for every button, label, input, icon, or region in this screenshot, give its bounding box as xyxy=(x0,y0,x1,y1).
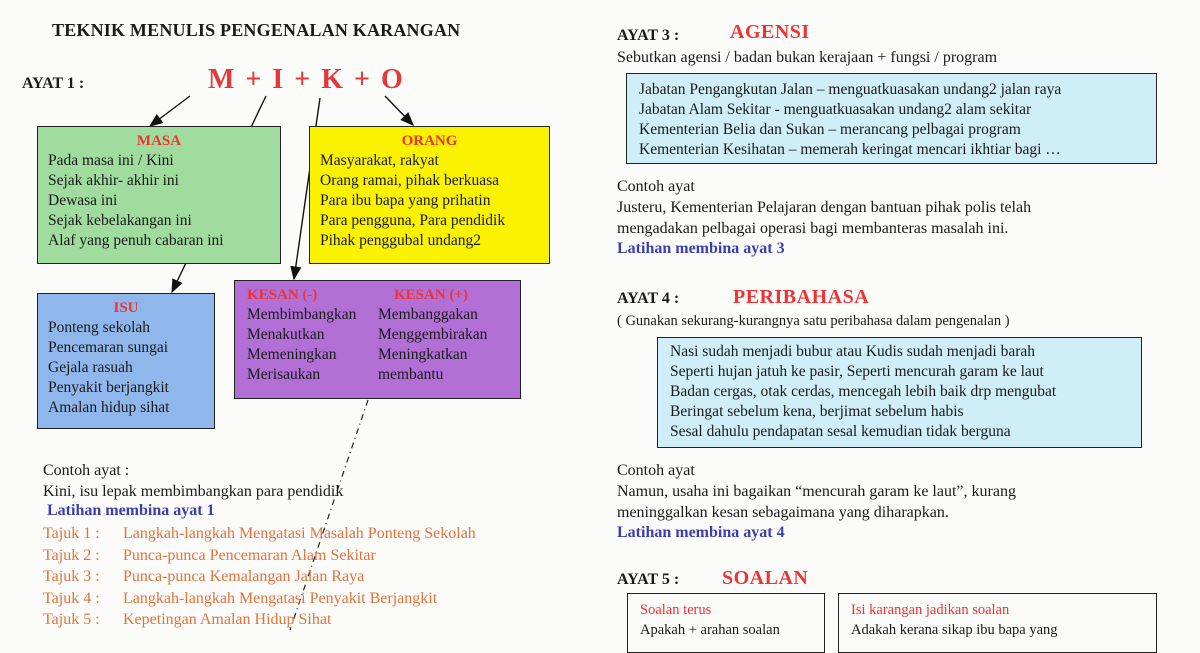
agensi-item: Jabatan Alam Sekitar - menguatkuasakan undang2 alam sekitar xyxy=(639,101,1032,118)
list-item xyxy=(43,588,476,610)
masa-item: Sejak kebelakangan ini xyxy=(48,212,192,229)
list-item xyxy=(43,566,476,588)
isu-item: Ponteng sekolah xyxy=(48,319,151,336)
tajuk-key: Tajuk 3 : xyxy=(43,568,100,585)
ayat3-latihan: Latihan membina ayat 3 xyxy=(617,240,785,257)
agensi-item: Jabatan Pengangkutan Jalan – menguatkuasakan undang2 jalan raya xyxy=(639,81,1062,98)
kesan-negative-column xyxy=(247,285,377,385)
tajuk-value: Punca-punca Kemalangan Jalan Raya xyxy=(123,568,365,585)
ayat4-heading: PERIBAHASA xyxy=(733,286,870,308)
tajuk-value: Langkah-langkah Mengatasi Penyakit Berjangkit xyxy=(123,589,438,607)
masa-item: Pada masa ini / Kini xyxy=(48,152,174,169)
orang-item: Orang ramai, pihak berkuasa xyxy=(320,172,500,189)
tajuk-value: Kepetingan Amalan Hidup Sihat xyxy=(123,611,332,628)
masa-item: Alaf yang penuh cabaran ini xyxy=(48,232,224,249)
tajuk-list xyxy=(43,523,476,631)
ayat3-contoh-line: mengadakan pelbagai operasi bagi membanteras masalah ini. xyxy=(617,220,1009,237)
orang-item: Masyarakat, rakyat xyxy=(320,152,439,169)
tajuk-value: Langkah-langkah Mengatasi Masalah Ponteng Sekolah xyxy=(123,525,476,542)
kesan-negative-heading: KESAN (-) xyxy=(247,287,318,303)
orang-box xyxy=(309,126,550,264)
list-item xyxy=(43,609,476,631)
soalan-isi-box xyxy=(838,593,1157,653)
ayat3-heading: AGENSI xyxy=(730,21,810,43)
kesan-box xyxy=(234,280,521,399)
ayat5-label: AYAT 5 : xyxy=(617,571,680,588)
soalan-terus-heading: Soalan terus xyxy=(640,602,712,618)
peribahasa-box xyxy=(657,337,1142,448)
orang-heading: ORANG xyxy=(401,133,458,149)
peribahasa-item: Beringat sebelum kena, berjimat sebelum habis xyxy=(670,403,964,420)
list-item xyxy=(43,523,476,545)
ayat3-subtitle: Sebutkan agensi / badan bukan kerajaan + fungsi / program xyxy=(617,49,998,66)
kesan-positive-item: membantu xyxy=(378,366,444,383)
peribahasa-item: Seperti hujan jatuh ke pasir, Seperti mencurah garam ke laut xyxy=(670,363,1044,380)
kesan-positive-item: Membanggakan xyxy=(378,306,478,323)
ayat4-latihan: Latihan membina ayat 4 xyxy=(617,524,785,541)
ayat1-label: AYAT 1 : xyxy=(22,75,85,92)
masa-item: Sejak akhir- akhir ini xyxy=(48,172,179,189)
orang-item: Pihak penggubal undang2 xyxy=(320,232,482,249)
page-title: TEKNIK MENULIS PENGENALAN KARANGAN xyxy=(52,20,461,40)
agensi-box xyxy=(626,73,1157,164)
kesan-negative-item: Membimbangkan xyxy=(247,306,357,323)
ayat3-label: AYAT 3 : xyxy=(617,27,680,44)
ayat3-contoh-line: Justeru, Kementerian Pelajaran dengan bantuan pihak polis telah xyxy=(617,199,1032,216)
ayat4-contoh-line: meninggalkan kesan sebagaimana yang diharapkan. xyxy=(617,504,949,521)
isu-item: Amalan hidup sihat xyxy=(48,399,170,416)
soalan-terus-line: Apakah + arahan soalan xyxy=(640,622,780,638)
isu-heading: ISU xyxy=(113,300,139,316)
soalan-terus-box xyxy=(627,593,825,653)
isu-item: Penyakit berjangkit xyxy=(48,379,169,396)
masa-item: Dewasa ini xyxy=(48,192,118,209)
peribahasa-item: Badan cergas, otak cerdas, mencegah lebih baik drp mengubat xyxy=(670,383,1057,400)
kesan-positive-item: Meningkatkan xyxy=(378,346,468,363)
kesan-positive-column xyxy=(378,285,508,385)
ayat4-contoh-label: Contoh ayat xyxy=(617,462,695,479)
ayat1-contoh-text: Kini, isu lepak membimbangkan para pendidik xyxy=(43,483,344,500)
miko-formula: M + I + K + O xyxy=(208,64,405,95)
tajuk-key: Tajuk 1 : xyxy=(43,525,100,542)
kesan-negative-item: Merisaukan xyxy=(247,366,321,383)
tajuk-key: Tajuk 4 : xyxy=(43,589,100,607)
tajuk-value: Punca-punca Pencemaran Alam Sekitar xyxy=(123,546,376,564)
tajuk-key: Tajuk 5 : xyxy=(43,611,100,628)
ayat5-heading: SOALAN xyxy=(722,567,809,589)
masa-box xyxy=(37,126,281,264)
arrow-to-masa xyxy=(150,96,190,126)
orang-item: Para ibu bapa yang prihatin xyxy=(320,192,491,209)
arrow-to-orang xyxy=(385,96,413,125)
isu-item: Pencemaran sungai xyxy=(48,339,169,356)
ayat4-contoh-line: Namun, usaha ini bagaikan “mencurah garam ke laut”, kurang xyxy=(617,483,1016,500)
tajuk-key: Tajuk 2 : xyxy=(43,546,100,564)
ayat1-latihan: Latihan membina ayat 1 xyxy=(47,502,215,519)
soalan-isi-heading: Isi karangan jadikan soalan xyxy=(851,602,1010,618)
peribahasa-item: Sesal dahulu pendapatan sesal kemudian tidak berguna xyxy=(670,423,1011,440)
list-item xyxy=(43,545,476,567)
kesan-positive-item: Menggembirakan xyxy=(378,326,488,343)
ayat4-label: AYAT 4 : xyxy=(617,290,680,307)
ayat1-contoh-label: Contoh ayat : xyxy=(43,462,130,479)
kesan-positive-heading: KESAN (+) xyxy=(394,287,468,303)
isu-item: Gejala rasuah xyxy=(48,359,133,376)
kesan-negative-item: Memeningkan xyxy=(247,346,337,363)
isu-box xyxy=(37,293,215,429)
peribahasa-item: Nasi sudah menjadi bubur atau Kudis sudah menjadi barah xyxy=(670,343,1036,360)
orang-item: Para pengguna, Para pendidik xyxy=(320,212,506,229)
agensi-item: Kementerian Kesihatan – memerah keringat mencari ikhtiar bagi … xyxy=(639,141,1061,158)
kesan-negative-item: Menakutkan xyxy=(247,326,325,343)
ayat3-contoh-label: Contoh ayat xyxy=(617,178,695,195)
agensi-item: Kementerian Belia dan Sukan – merancang pelbagai program xyxy=(639,121,1021,138)
soalan-isi-line: Adakah kerana sikap ibu bapa yang xyxy=(851,622,1058,638)
ayat4-subtitle: ( Gunakan sekurang-kurangnya satu peribahasa dalam pengenalan ) xyxy=(617,313,1010,329)
masa-heading: MASA xyxy=(136,133,182,149)
